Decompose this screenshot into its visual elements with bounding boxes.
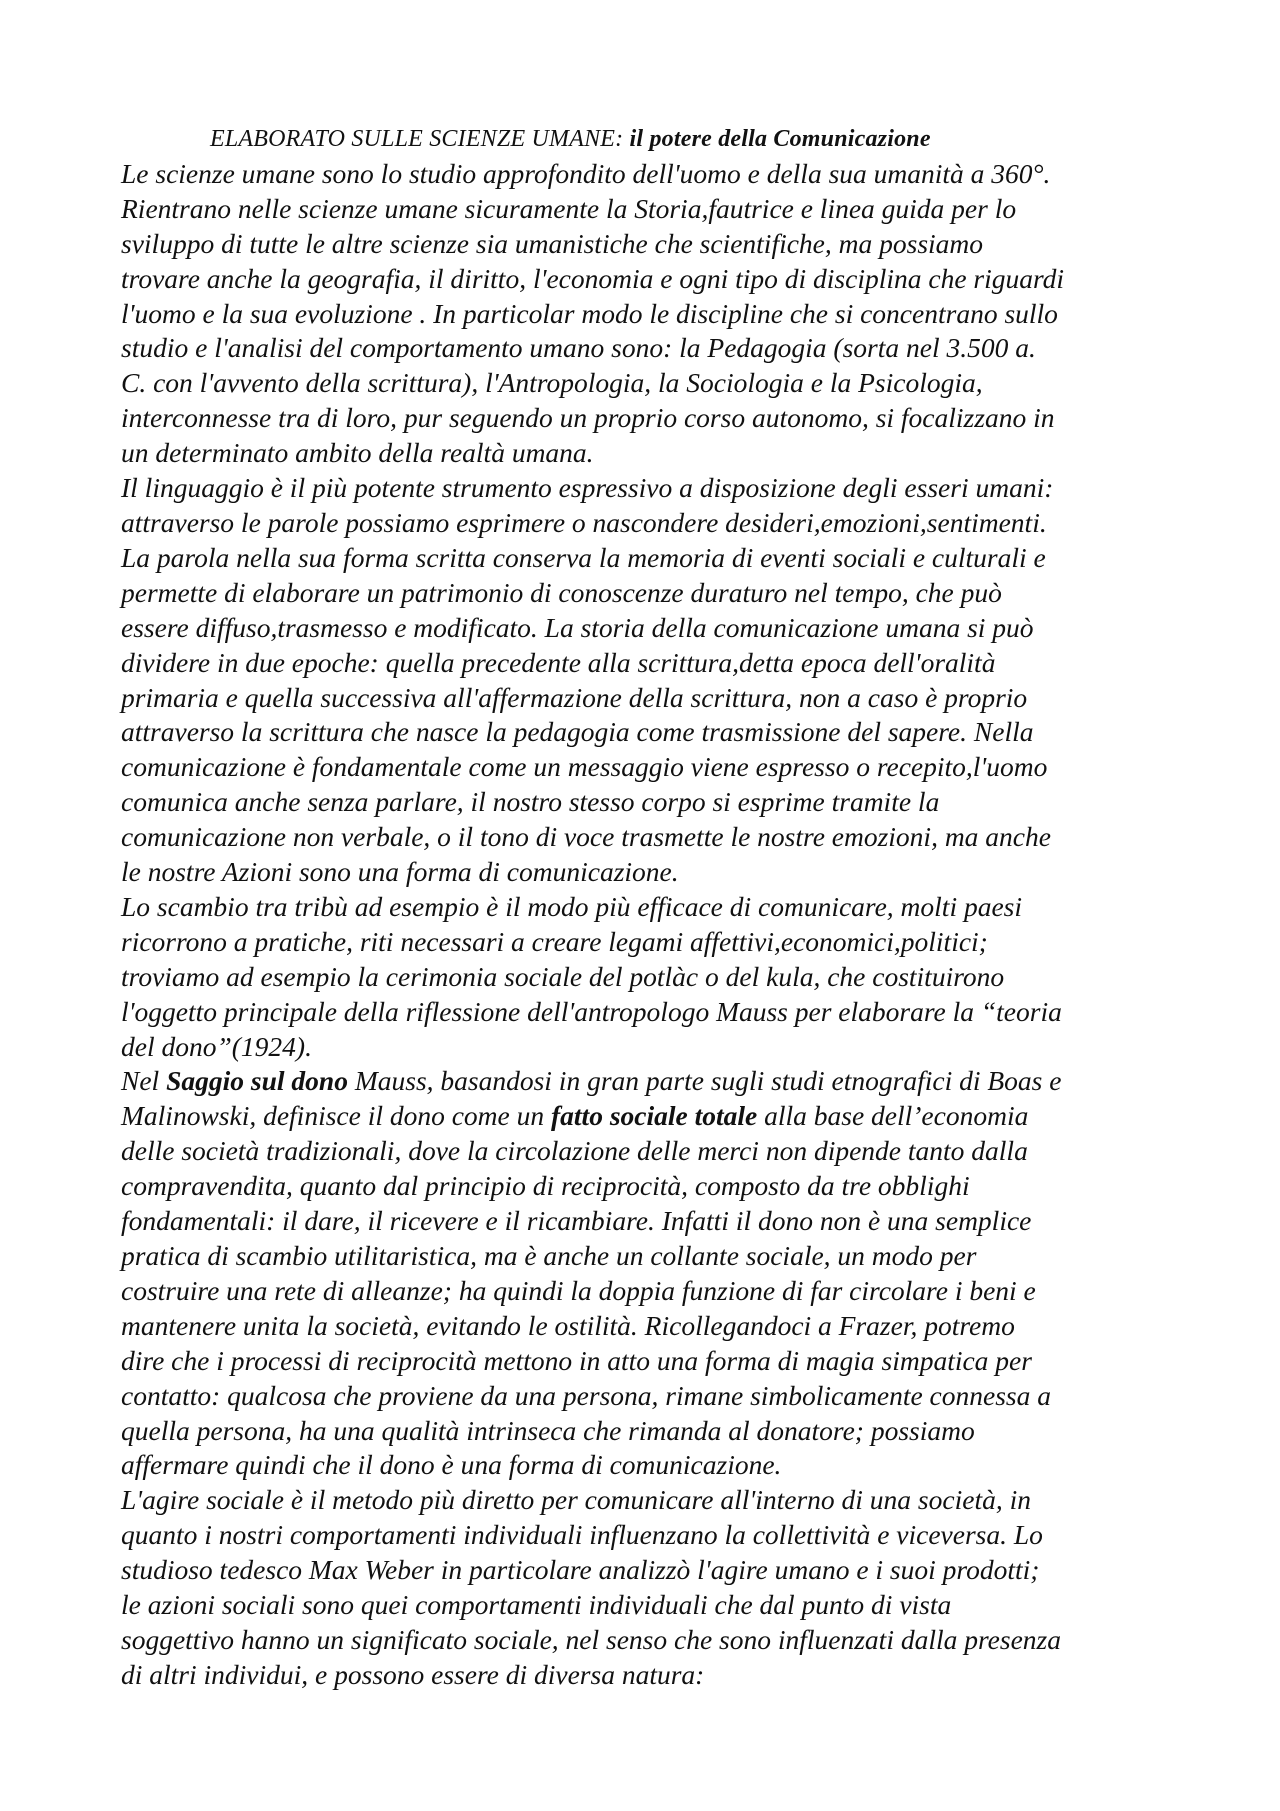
- title-bold: il potere della Comunicazione: [629, 126, 931, 152]
- text-line: attraverso le parole possiamo esprimere o nascondere desideri,emozioni,sentimenti.: [121, 506, 1047, 538]
- bold-term-saggio: Saggio sul dono: [166, 1065, 348, 1097]
- text-line: ricorrono a pratiche, riti necessari a creare legami affettivi,economici,politici;: [121, 925, 988, 957]
- text-line: dividere in due epoche: quella precedente alla scrittura,detta epoca dell'oralità: [121, 646, 996, 678]
- text-line: troviamo ad esempio la cerimonia sociale del potlàc o del kula, che costituirono: [121, 960, 1005, 992]
- text-line: primaria e quella successiva all'affermazione della scrittura, non a caso è proprio: [121, 681, 1028, 713]
- text-line-saggio: [121, 1064, 1181, 1099]
- text-line: studio e l'analisi del comportamento umano sono: la Pedagogia (sorta nel 3.500 a.: [121, 332, 1036, 364]
- text-line: comunica anche senza parlare, il nostro stesso corpo si esprime tramite la: [121, 786, 940, 818]
- text-line: soggettivo hanno un significato sociale, nel senso che sono influenzati dalla presenza: [121, 1623, 1061, 1655]
- text-line: attraverso la scrittura che nasce la pedagogia come trasmissione del sapere. Nella: [121, 716, 1034, 748]
- text-line: di altri individui, e possono essere di diversa natura:: [121, 1658, 705, 1690]
- text-line: sviluppo di tutte le altre scienze sia umanistiche che scientifiche, ma possiamo: [121, 227, 984, 259]
- text-fragment: Nel: [121, 1065, 167, 1097]
- text-line: l'oggetto principale della riflessione dell'antropologo Mauss per elaborare la “teoria: [121, 995, 1062, 1027]
- text-fragment: Mauss, basandosi in gran parte sugli studi etnografici di Boas e: [347, 1065, 1062, 1097]
- text-line: le azioni sociali sono quei comportamenti individuali che dal punto di vista: [121, 1589, 952, 1621]
- text-line: comunicazione è fondamentale come un messaggio viene espresso o recepito,l'uomo: [121, 751, 1048, 783]
- text-line: permette di elaborare un patrimonio di conoscenze duraturo nel tempo, che può: [121, 576, 1002, 608]
- text-line: quanto i nostri comportamenti individuali influenzano la collettività e viceversa. Lo: [121, 1519, 1043, 1551]
- text-line: comunicazione non verbale, o il tono di voce trasmette le nostre emozioni, ma anche: [121, 821, 1051, 853]
- text-line: costruire una rete di alleanze; ha quindi la doppia funzione di far circolare i beni e: [121, 1274, 1036, 1306]
- text-line-fatto: [121, 1099, 1181, 1134]
- document-title: [210, 122, 1181, 157]
- text-line: l'uomo e la sua evoluzione . In particolar modo le discipline che si concentrano sullo: [121, 297, 1058, 329]
- text-line: del dono”(1924).: [121, 1030, 312, 1062]
- text-line: Il linguaggio è il più potente strumento espressivo a disposizione degli esseri umani:: [121, 472, 1054, 504]
- title-main: ELABORATO SULLE SCIENZE UMANE:: [210, 126, 630, 152]
- text-line: L'agire sociale è il metodo più diretto per comunicare all'interno di una società, in: [121, 1484, 1031, 1516]
- text-fragment: alla base dell’economia: [757, 1100, 1029, 1132]
- text-line: interconnesse tra di loro, pur seguendo un proprio corso autonomo, si focalizzano in: [121, 402, 1055, 434]
- text-line: le nostre Azioni sono una forma di comunicazione.: [121, 856, 679, 888]
- text-line: delle società tradizionali, dove la circolazione delle merci non dipende tanto dalla: [121, 1135, 1028, 1167]
- document-body: [121, 122, 1181, 1693]
- text-fragment: Malinowski, definisce il dono come un: [121, 1100, 551, 1132]
- text-line: Le scienze umane sono lo studio approfondito dell'uomo e della sua umanità a 360°.: [121, 157, 1051, 189]
- text-line: mantenere unita la società, evitando le ostilità. Ricollegandoci a Frazer, potremo: [121, 1309, 1015, 1341]
- text-line: dire che i processi di reciprocità mettono in atto una forma di magia simpatica per: [121, 1344, 1032, 1376]
- text-line: La parola nella sua forma scritta conserva la memoria di eventi sociali e culturali e: [121, 541, 1046, 573]
- text-line: essere diffuso,trasmesso e modificato. La storia della comunicazione umana si può: [121, 611, 1034, 643]
- text-line: Lo scambio tra tribù ad esempio è il modo più efficace di comunicare, molti paesi: [121, 890, 1023, 922]
- text-line: studioso tedesco Max Weber in particolare analizzò l'agire umano e i suoi prodotti;: [121, 1554, 1040, 1586]
- text-line: quella persona, ha una qualità intrinseca che rimanda al donatore; possiamo: [121, 1414, 975, 1446]
- paragraph-block-2: [121, 1134, 1181, 1693]
- text-line: contatto: qualcosa che proviene da una persona, rimane simbolicamente connessa a: [121, 1379, 1051, 1411]
- text-line: fondamentali: il dare, il ricevere e il ricambiare. Infatti il dono non è una semplice: [121, 1205, 1032, 1237]
- text-line: pratica di scambio utilitaristica, ma è anche un collante sociale, un modo per: [121, 1240, 977, 1271]
- text-line: compravendita, quanto dal principio di reciprocità, composto da tre obblighi: [121, 1170, 970, 1202]
- paragraph-block-1: [121, 157, 1181, 1065]
- text-line: trovare anche la geografia, il diritto, l'economia e ogni tipo di disciplina che riguardi: [121, 262, 1065, 294]
- text-line: affermare quindi che il dono è una forma di comunicazione.: [121, 1449, 782, 1481]
- text-line: un determinato ambito della realtà umana.: [121, 437, 594, 469]
- text-line: Rientrano nelle scienze umane sicuramente la Storia,fautrice e linea guida per lo: [121, 192, 1017, 224]
- text-line: C. con l'avvento della scrittura), l'Antropologia, la Sociologia e la Psicologia,: [121, 367, 983, 399]
- bold-term-fatto: fatto sociale totale: [551, 1100, 758, 1132]
